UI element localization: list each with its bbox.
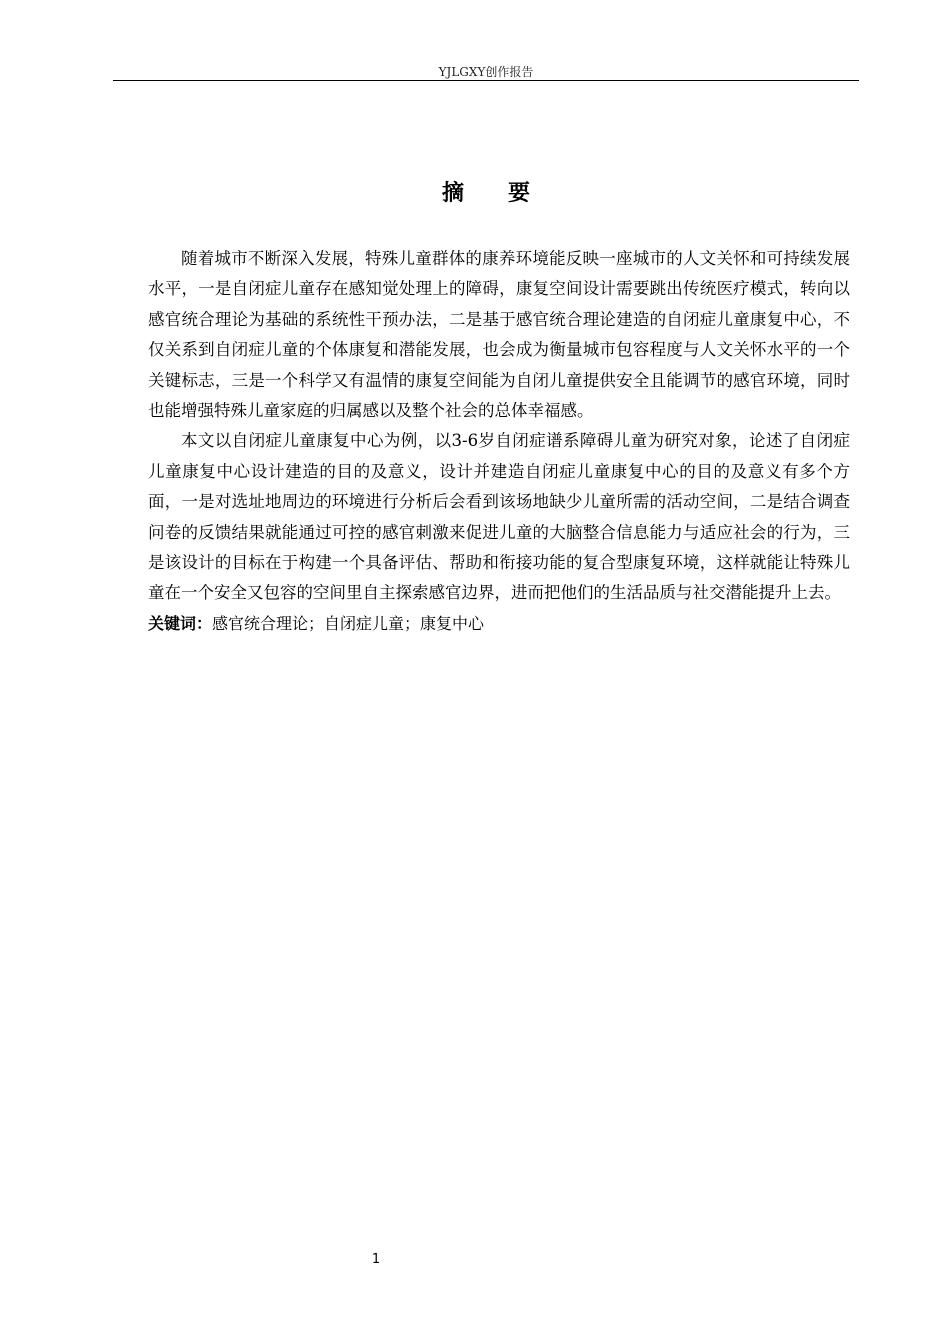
page-number: 1 <box>371 1252 381 1267</box>
abstract-paragraph-1: 随着城市不断深入发展，特殊儿童群体的康养环境能反映一座城市的人文关怀和可持续发展水平，一是自闭症儿童存在感知觉处理上的障碍，康复空间设计需要跳出传统医疗模式，转向以感官统合理论为基础的系统性干预办法，二是基于感官统合理论建造的自闭症儿童康复中心，不仅关系到自闭症儿童的个体康复和潜能发展，也会成为衡量城市包容程度与人文关怀水平的一个关键标志，三是一个科学又有温情的康复空间能为自闭儿童提供安全且能调节的感官环境，同时也能增强特殊儿童家庭的归属感以及整个社会的总体幸福感。 <box>148 249 850 421</box>
abstract-body <box>148 244 850 639</box>
keywords-line <box>148 609 850 639</box>
abstract-title: 摘 要 <box>441 181 530 206</box>
page-header: YJLGXY创作报告 <box>438 65 534 79</box>
abstract-paragraph-2: 本文以自闭症儿童康复中心为例，以3-6岁自闭症谱系障碍儿童为研究对象，论述了自闭症儿童康复中心设计建造的目的及意义，设计并建造自闭症儿童康复中心的目的及意义有多个方面，一是对选址地周边的环境进行分析后会看到该场地缺少儿童所需的活动空间，二是结合调查问卷的反馈结果就能通过可控的感官刺激来促进儿童的大脑整合信息能力与适应社会的行为，三是该设计的目标在于构建一个具备评估、帮助和衔接功能的复合型康复环境，这样就能让特殊儿童在一个安全又包容的空间里自主探索感官边界，进而把他们的生活品质与社交潜能提升上去。 <box>148 431 850 603</box>
keywords-value: 感官统合理论；自闭症儿童；康复中心 <box>212 613 485 633</box>
keywords-label: 关键词： <box>148 613 213 633</box>
header-divider <box>113 80 859 81</box>
